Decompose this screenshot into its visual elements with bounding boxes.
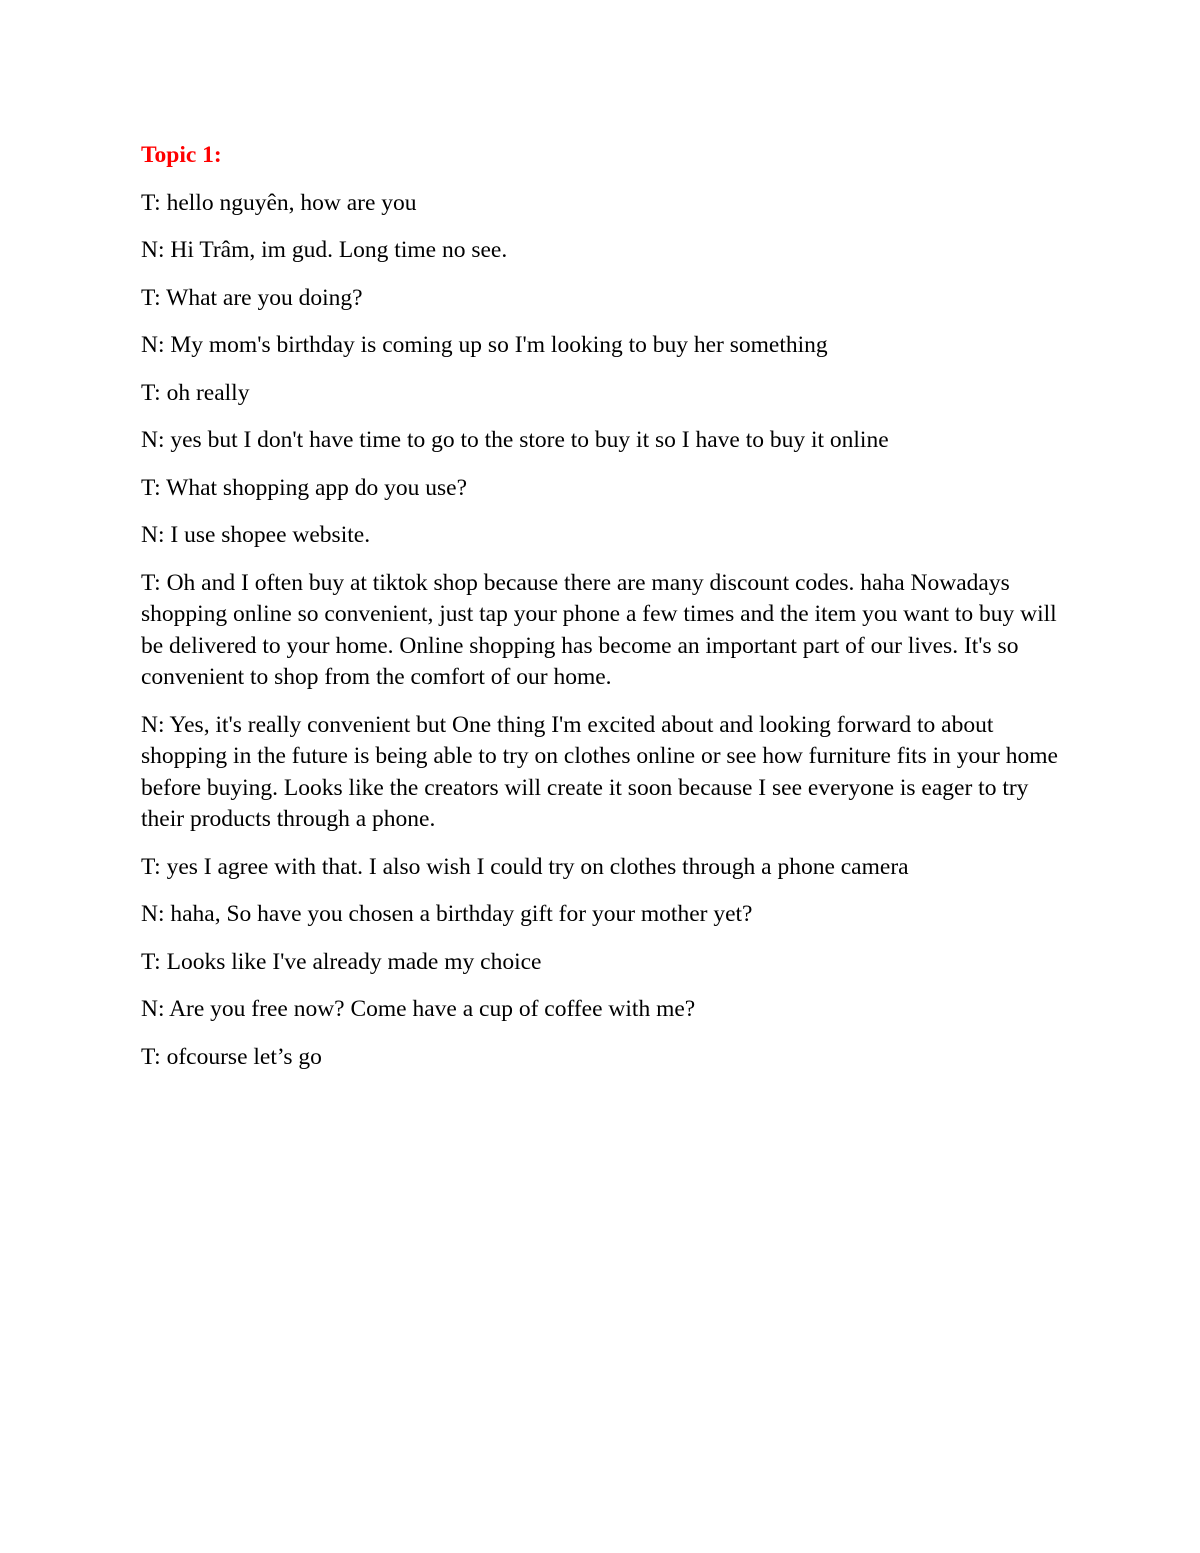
dialogue-line-3: T: What are you doing? <box>141 284 363 311</box>
dialogue-line-1: T: hello nguyên, how are you <box>141 189 417 216</box>
document-body <box>141 140 1066 1089</box>
dialogue-line-15: T: ofcourse let’s go <box>141 1043 322 1070</box>
dialogue-line-10: N: Yes, it's really convenient but One thing I'm excited about and looking forward to about shopping in the future is being able to try on clothes online or see how furniture fits in your home before buying. Looks like the creators will create it soon because I see everyone is eager to try their products through a phone. <box>141 711 1058 832</box>
dialogue-line-7: T: What shopping app do you use? <box>141 474 468 501</box>
dialogue-line-2: N: Hi Trâm, im gud. Long time no see. <box>141 237 508 263</box>
dialogue-line-14: N: Are you free now? Come have a cup of coffee with me? <box>141 996 696 1022</box>
dialogue-line-13: T: Looks like I've already made my choice <box>141 948 542 975</box>
topic-title: Topic 1: <box>141 142 222 168</box>
dialogue-line-6: N: yes but I don't have time to go to the store to buy it so I have to buy it online <box>141 427 889 453</box>
dialogue-line-11: T: yes I agree with that. I also wish I could try on clothes through a phone camera <box>141 853 909 880</box>
dialogue-line-8: N: I use shopee website. <box>141 522 371 548</box>
dialogue-line-12: N: haha, So have you chosen a birthday gift for your mother yet? <box>141 901 753 927</box>
dialogue-line-4: N: My mom's birthday is coming up so I'm looking to buy her something <box>141 332 828 358</box>
dialogue-line-9: T: Oh and I often buy at tiktok shop because there are many discount codes. haha Nowadays shopping online so convenient, just tap your phone a few times and the item you want to buy will be delivered to your home. Online shopping has become an important part of our lives. It's so convenient to shop from the comfort of our home. <box>141 569 1057 690</box>
dialogue-line-5: T: oh really <box>141 379 250 406</box>
